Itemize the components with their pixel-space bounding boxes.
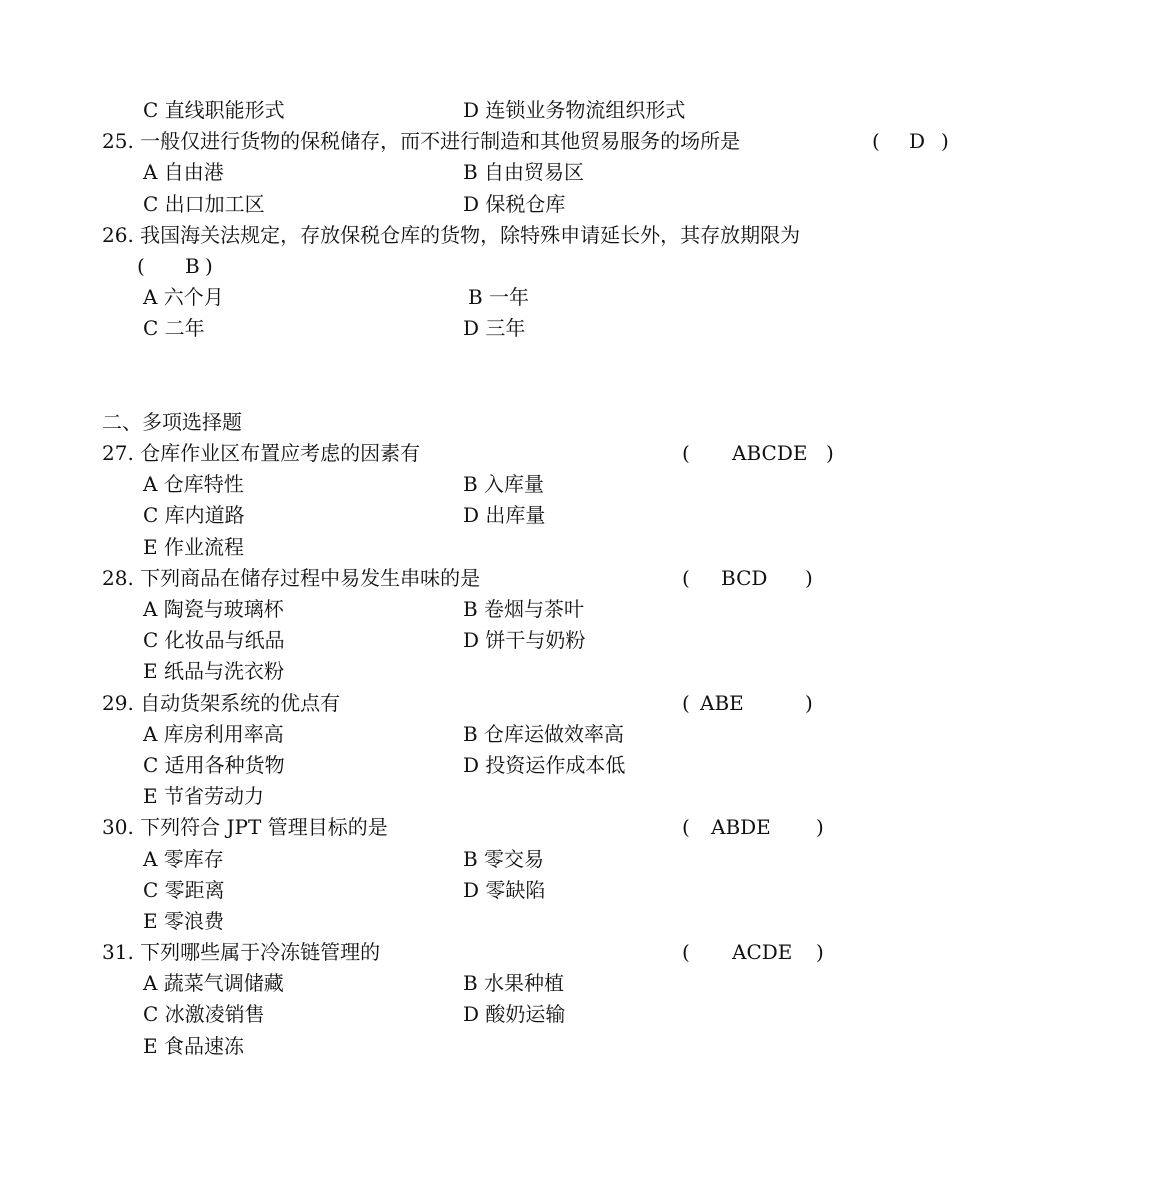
q28-option-a: A 陶瓷与玻璃杯	[143, 597, 284, 622]
q30-option-a: A 零库存	[143, 846, 224, 871]
q25-option-b: B 自由贸易区	[463, 160, 585, 185]
q30-option-d: D 零缺陷	[463, 877, 546, 902]
q25-text: 25. 一般仅进行货物的保税储存，而不进行制造和其他贸易服务的场所是	[102, 129, 741, 154]
q25-option-a: A 自由港	[143, 160, 224, 185]
q31-paren-close: )	[816, 940, 824, 965]
q28-options-ab	[0, 594, 1168, 625]
q25-paren-open: (	[872, 129, 880, 154]
q24-option-c: C 直线职能形式	[143, 98, 285, 122]
q25-question	[0, 126, 1168, 157]
q24-options-cd	[0, 95, 1168, 126]
q25-options-ab	[0, 157, 1168, 188]
q24-option-d: D 连锁业务物流组织形式	[463, 98, 686, 122]
q27-option-b: B 入库量	[463, 472, 545, 497]
q31-option-e: E 食品速冻	[143, 1033, 244, 1058]
q29-options-e	[0, 781, 1168, 812]
q27-question	[0, 438, 1168, 469]
q29-text: 29. 自动货架系统的优点有	[102, 690, 341, 715]
q31-option-c: C 冰激凌销售	[143, 1002, 265, 1027]
q29-options-ab	[0, 719, 1168, 750]
q25-option-c: C 出口加工区	[143, 191, 265, 216]
q29-option-e: E 节省劳动力	[143, 784, 264, 809]
q29-question	[0, 688, 1168, 719]
q27-option-d: D 出库量	[463, 503, 546, 528]
section2-title: 二、多项选择题	[102, 409, 242, 434]
q27-paren-open: (	[682, 441, 690, 466]
q27-options-e	[0, 532, 1168, 563]
q26-paren-open: (	[137, 253, 145, 278]
q31-option-d: D 酸奶运输	[463, 1002, 566, 1027]
section2-header	[0, 407, 1168, 438]
q29-paren-close: )	[805, 690, 813, 715]
q25-paren-close: )	[941, 129, 949, 154]
q30-options-ab	[0, 844, 1168, 875]
q25-answer: D	[909, 129, 926, 154]
q31-options-cd	[0, 999, 1168, 1030]
q26-option-d: D 三年	[463, 316, 526, 341]
q27-option-c: C 库内道路	[143, 503, 245, 528]
q31-question	[0, 937, 1168, 968]
q27-options-ab	[0, 469, 1168, 500]
q25-option-d: D 保税仓库	[463, 191, 566, 216]
q30-option-c: C 零距离	[143, 877, 225, 902]
q30-options-cd	[0, 875, 1168, 906]
q31-option-b: B 水果种植	[463, 971, 565, 996]
q30-question	[0, 812, 1168, 843]
q31-option-a: A 蔬菜气调储藏	[143, 971, 284, 996]
q26-options-ab	[0, 282, 1168, 313]
q27-text: 27. 仓库作业区布置应考虑的因素有	[102, 441, 421, 466]
q26-answer-line	[0, 251, 1168, 282]
q26-answer: B	[185, 253, 200, 278]
q29-option-b: B 仓库运做效率高	[463, 721, 625, 746]
q28-option-c: C 化妆品与纸品	[143, 628, 285, 653]
q31-options-e	[0, 1031, 1168, 1062]
q28-paren-close: )	[805, 565, 813, 590]
q29-paren-open: (	[682, 690, 690, 715]
q29-option-a: A 库房利用率高	[143, 721, 284, 746]
q30-text: 30. 下列符合 JPT 管理目标的是	[102, 815, 388, 840]
q28-option-d: D 饼干与奶粉	[463, 628, 586, 653]
q31-options-ab	[0, 968, 1168, 999]
q31-paren-open: (	[682, 940, 690, 965]
q28-paren-open: (	[682, 565, 690, 590]
q26-question	[0, 220, 1168, 251]
q27-options-cd	[0, 500, 1168, 531]
section-spacer	[0, 345, 1168, 407]
q28-option-e: E 纸品与洗衣粉	[143, 659, 284, 684]
q26-text: 26. 我国海关法规定，存放保税仓库的货物，除特殊申请延长外，其存放期限为	[102, 222, 801, 247]
exam-document	[0, 95, 1168, 1062]
q27-option-a: A 仓库特性	[143, 472, 244, 497]
q28-options-e	[0, 656, 1168, 687]
q29-options-cd	[0, 750, 1168, 781]
q28-question	[0, 563, 1168, 594]
q27-paren-close: )	[826, 441, 834, 466]
q27-answer: ABCDE	[732, 441, 808, 466]
q29-option-c: C 适用各种货物	[143, 752, 285, 777]
q30-option-b: B 零交易	[463, 846, 545, 871]
q30-paren-close: )	[816, 815, 824, 840]
q31-text: 31. 下列哪些属于冷冻链管理的	[102, 940, 381, 965]
q26-option-a: A 六个月	[143, 285, 224, 310]
q29-option-d: D 投资运作成本低	[463, 752, 626, 777]
q30-options-e	[0, 906, 1168, 937]
q26-option-c: C 二年	[143, 316, 205, 341]
q25-options-cd	[0, 189, 1168, 220]
q30-paren-open: (	[682, 815, 690, 840]
q29-answer: ABE	[700, 690, 744, 715]
q30-answer: ABDE	[711, 815, 771, 840]
q28-option-b: B 卷烟与茶叶	[463, 597, 585, 622]
q26-option-b: B 一年	[468, 285, 530, 310]
q30-option-e: E 零浪费	[143, 908, 224, 933]
q26-paren-close: )	[205, 253, 213, 278]
q27-option-e: E 作业流程	[143, 534, 244, 559]
q28-text: 28. 下列商品在储存过程中易发生串味的是	[102, 565, 481, 590]
q26-options-cd	[0, 313, 1168, 344]
q28-options-cd	[0, 625, 1168, 656]
q28-answer: BCD	[721, 565, 768, 590]
q31-answer: ACDE	[732, 940, 793, 965]
